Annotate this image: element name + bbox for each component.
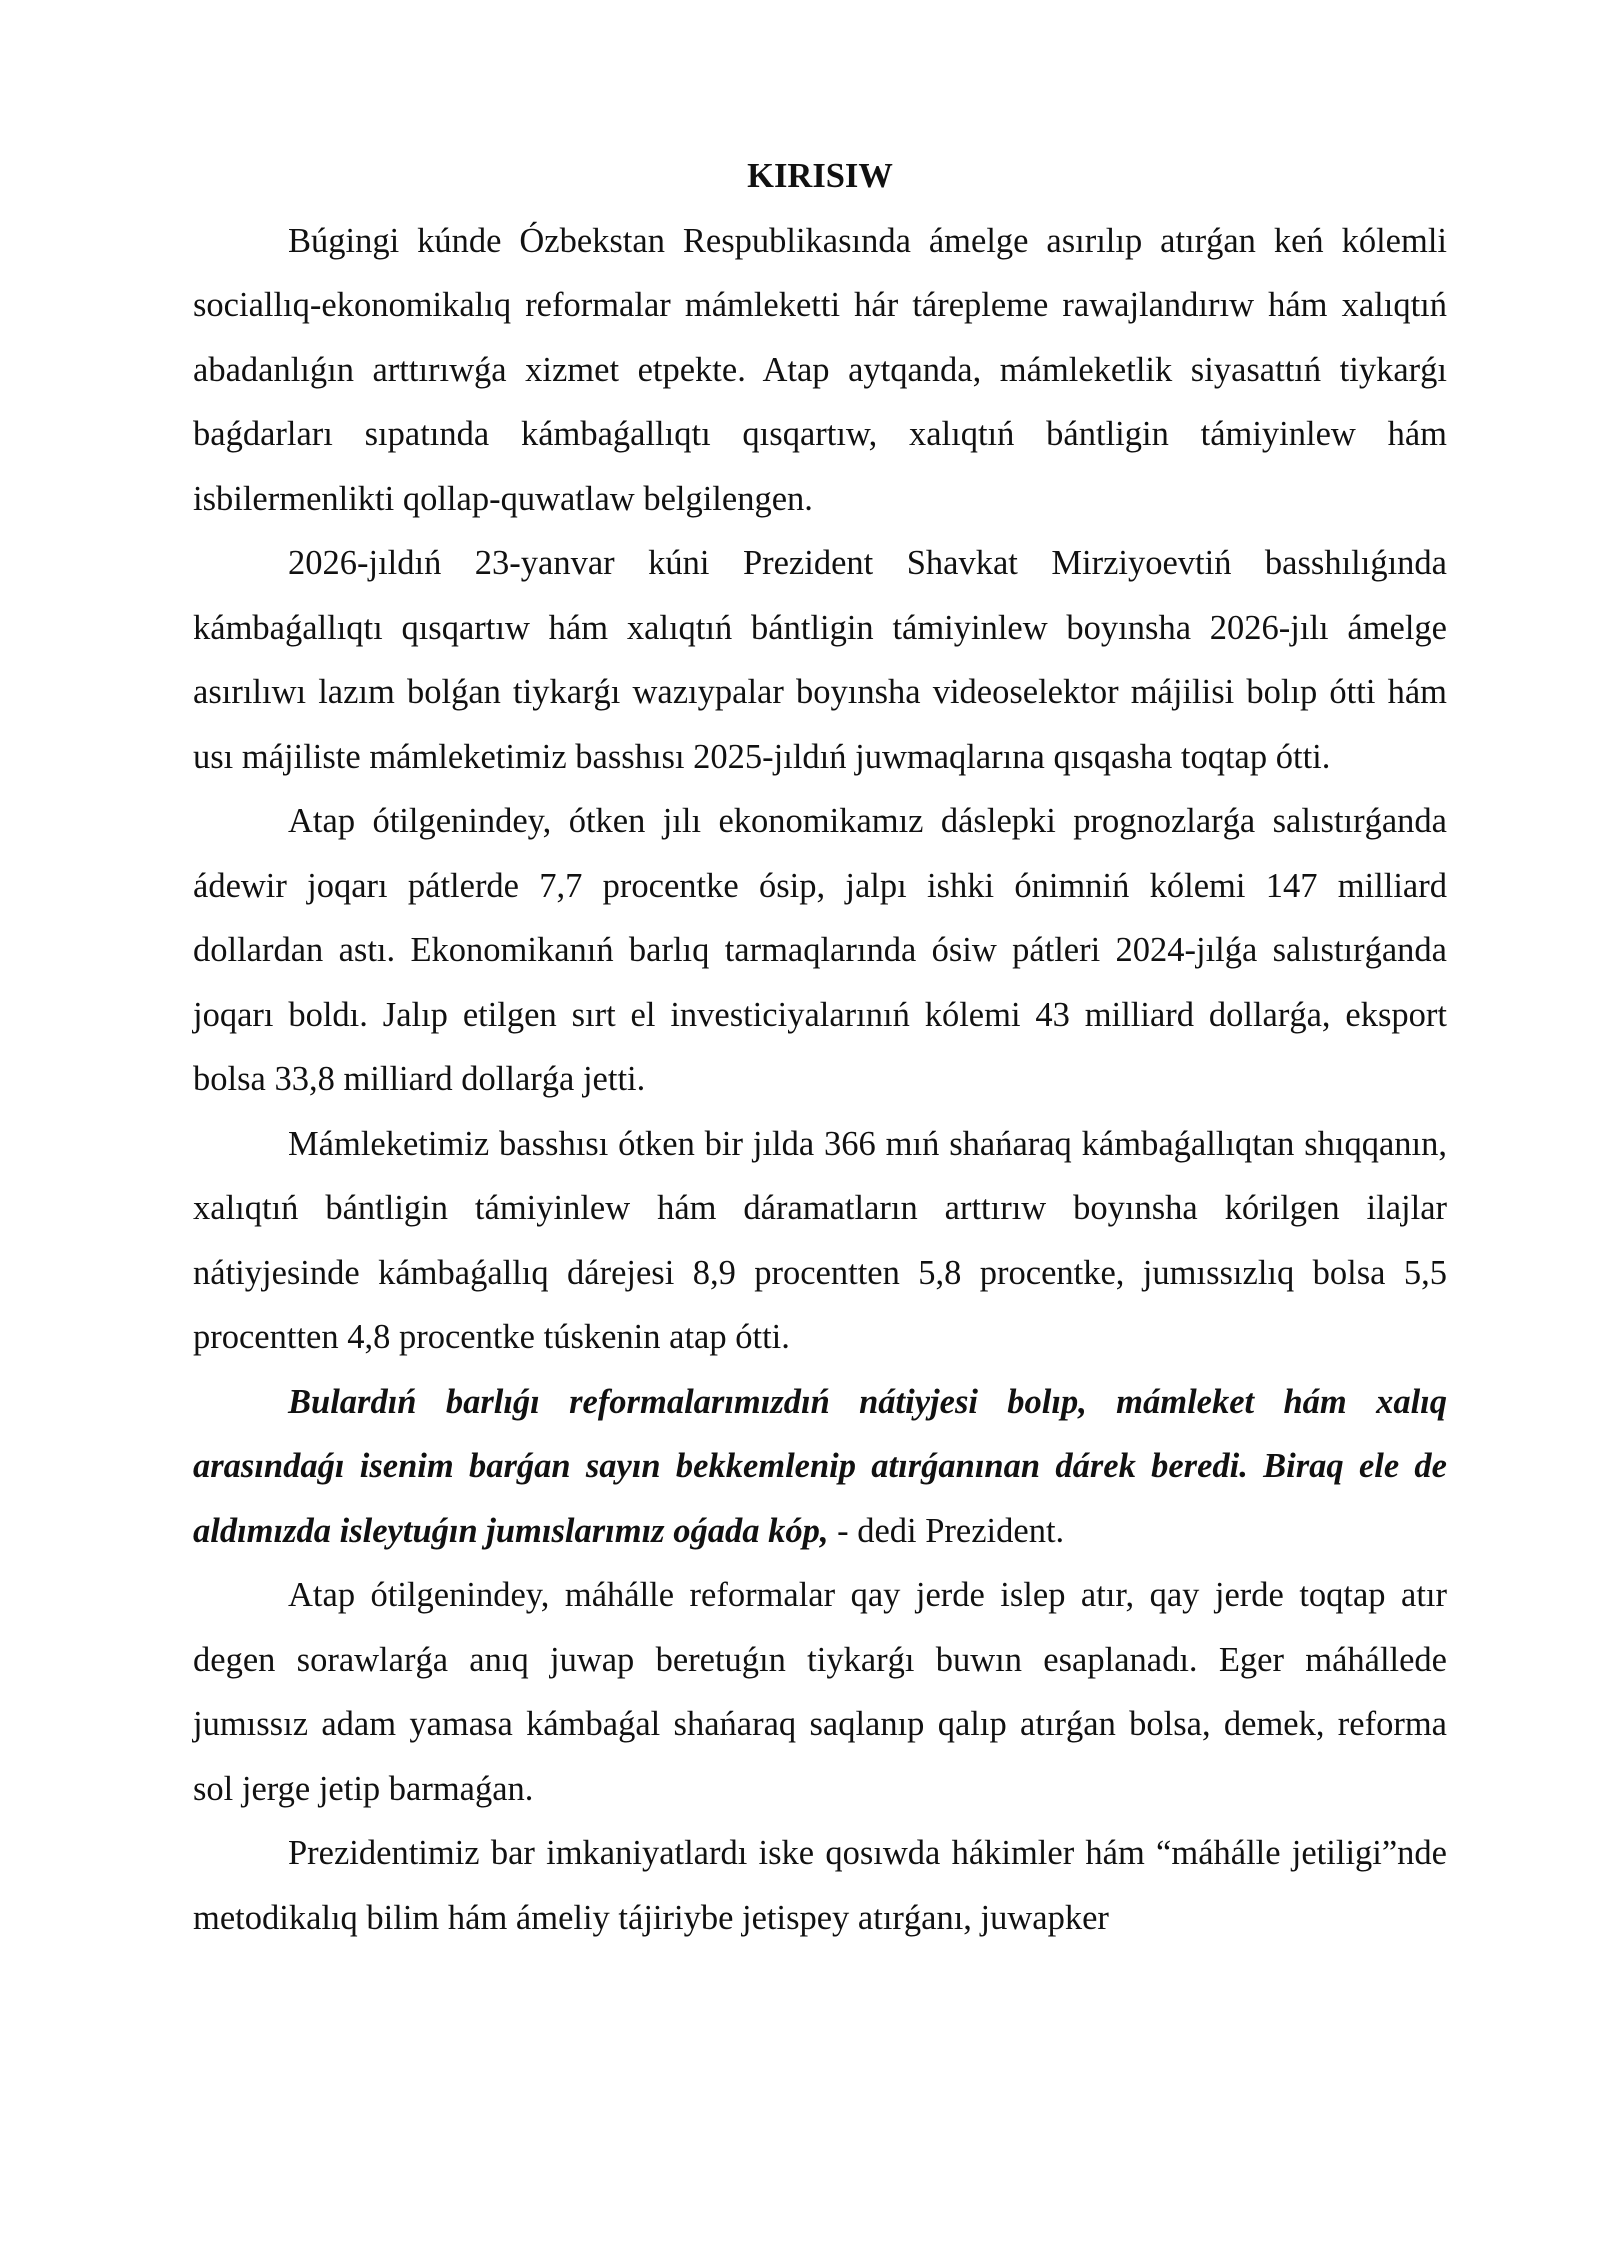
paragraph-mahalle-reforms: Atap ótilgenindey, máhálle reformalar qay jerde islep atır, qay jerde toqtap atır degen sorawlarǵa anıq juwap beretuǵın tiykarǵı buwın esaplanadı. Eger máhállede jumıssız adam yamasa kámbaǵal shańaraq saqlanıp qalıp atırǵan bolsa, demek, reforma sol jerge jetip barmaǵan. xyxy=(193,1576,1447,1808)
page-title: KIRISIW xyxy=(747,157,893,195)
paragraph-president-quote xyxy=(193,1370,1447,1564)
paragraph-videoselector-meeting: 2026-jıldıń 23-yanvar kúni Prezident Shavkat Mirziyoevtiń basshılıǵında kámbaǵallıqtı qısqartıw hám xalıqtıń bántligin támiyinlew boyınsha 2026-jılı ámelge asırılıwı lazım bolǵan tiykarǵı wazıypalar boyınsha videoselektor májilisi bolıp ótti hám usı májiliste mámleketimiz basshısı 2025-jıldıń juwmaqlarına qısqasha toqtap ótti. xyxy=(193,544,1447,776)
paragraph-intro: Búgingi kúnde Ózbekstan Respublikasında ámelge asırılıp atırǵan keń kólemli sociallıq-ekonomikalıq reformalar mámleketti hár tárepleme rawajlandırıw hám xalıqtıń abadanlıǵın arttırıwǵa xizmet etpekte. Atap aytqanda, mámleketlik siyasattıń tiykarǵı baǵdarları sıpatında kámbaǵallıqtı qısqartıw, xalıqtıń bántligin támiyinlew hám isbilermenlikti qollap-quwatlaw belgilengen. xyxy=(193,221,1447,518)
quote-attribution: - dedi Prezident. xyxy=(828,1511,1065,1550)
document-page xyxy=(193,144,1447,1950)
paragraph-poverty-reduction: Mámleketimiz basshısı ótken bir jılda 366 mıń shańaraq kámbaǵallıqtan shıqqanın, xalıqtıń bántligin támiyinlew hám dáramatların arttırıw boyınsha kórilgen ilajlar nátiyjesinde kámbaǵallıq dárejesi 8,9 procentten 5,8 procentke, jumıssızlıq bolsa 5,5 procentten 4,8 procentke túskenin atap ótti. xyxy=(193,1124,1447,1356)
quote-emphasized-text: Bulardıń barlıǵı reformalarımızdıń nátiyjesi bolıp, mámleket hám xalıq arasındaǵı isenim barǵan sayın bekkemlenip atırǵanınan dárek beredi. Biraq ele de aldımızda isleytuǵın jumıslarımız oǵada kóp, xyxy=(193,1382,1447,1550)
paragraph-economy-growth: Atap ótilgenindey, ótken jılı ekonomikamız dáslepki prognozlarǵa salıstırǵanda ádewir joqarı pátlerde 7,7 procentke ósip, jalpı ishki ónimniń kólemi 147 milliard dollardan astı. Ekonomikanıń barlıq tarmaqlarında ósiw pátleri 2024-jılǵa salıstırǵanda joqarı boldı. Jalıp etilgen sırt el investiciyalarınıń kólemi 43 milliard dollarǵa, eksport bolsa 33,8 milliard dollarǵa jetti. xyxy=(193,802,1447,1098)
paragraph-hakims-experience: Prezidentimiz bar imkaniyatlardı iske qosıwda hákimler hám “máhálle jetiligi”nde metodikalıq bilim hám ámeliy tájiriybe jetispey atırǵanı, juwapker xyxy=(193,1834,1447,1937)
